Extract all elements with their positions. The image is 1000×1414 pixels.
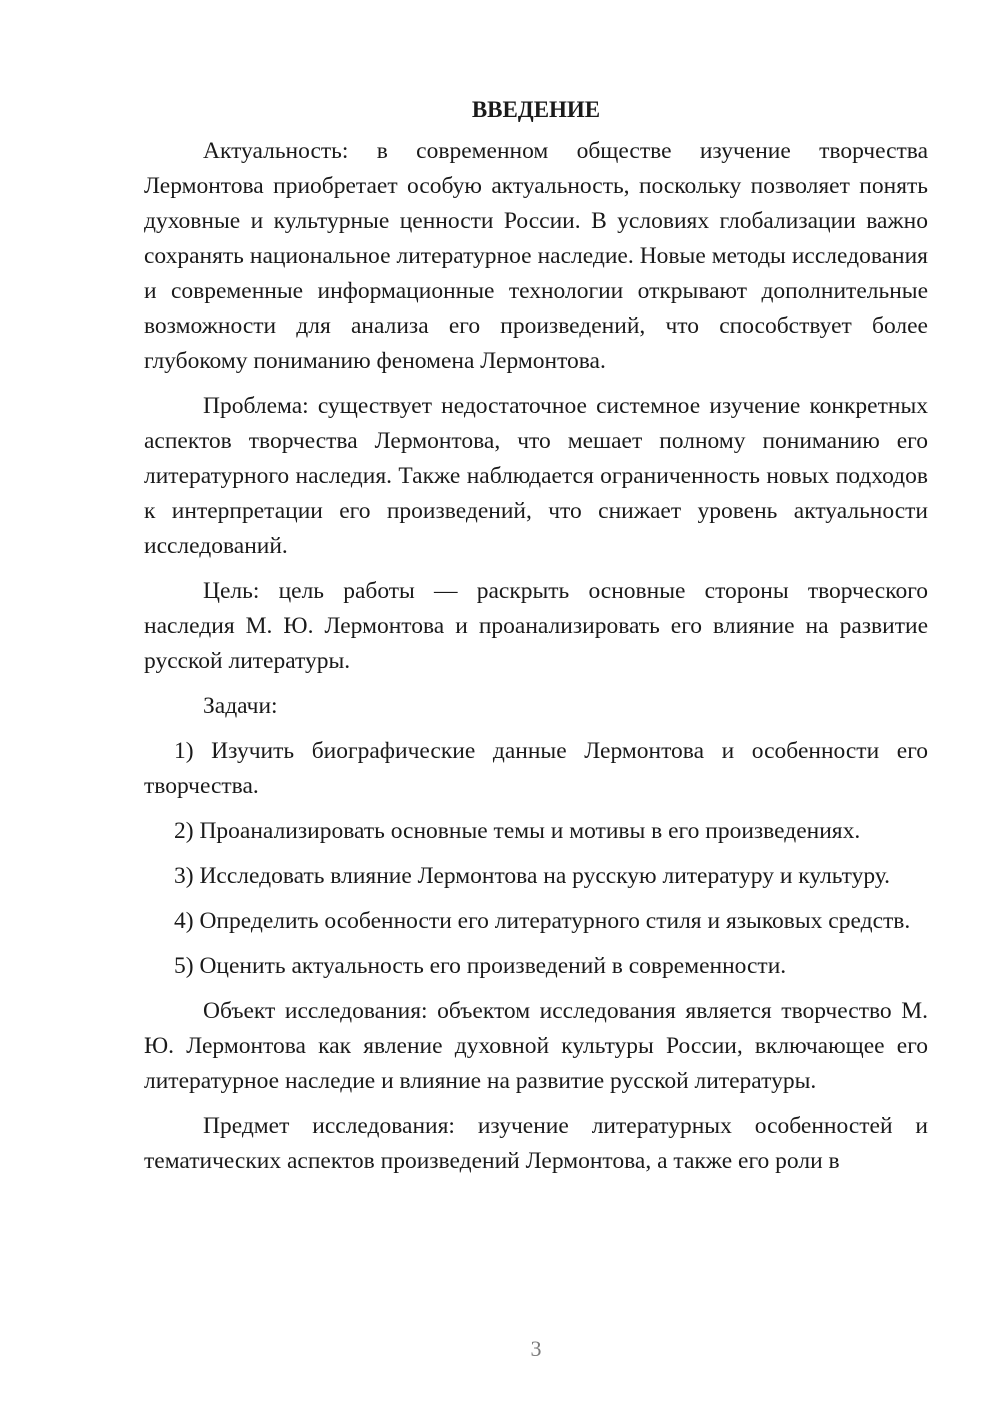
- paragraph-subject: Предмет исследования: изучение литературных особенностей и тематических аспектов произведений Лермонтова, а также его роли в: [144, 1113, 928, 1174]
- task-item-5: 5) Оценить актуальность его произведений в современности.: [174, 953, 787, 979]
- section-heading: ВВЕДЕНИЕ: [471, 97, 601, 122]
- task-item-1: 1) Изучить биографические данные Лермонтова и особенности его творчества.: [144, 738, 928, 799]
- tasks-label: Задачи:: [203, 693, 278, 719]
- task-item-4: 4) Определить особенности его литературного стиля и языковых средств.: [174, 908, 911, 934]
- task-item-3: 3) Исследовать влияние Лермонтова на русскую литературу и культуру.: [174, 863, 891, 889]
- paragraph-problem: Проблема: существует недостаточное системное изучение конкретных аспектов творчества Лермонтова, что мешает полному пониманию его литературного наследия. Также наблюдается ограниченность новых подходов к интерпретации его произведений, что снижает уровень актуальности исследований.: [144, 393, 928, 559]
- page-content: [144, 92, 928, 1189]
- page-number: 3: [530, 1336, 542, 1361]
- paragraph-object: Объект исследования: объектом исследования является творчество М. Ю. Лермонтова как явление духовной культуры России, включающее его литературное наследие и влияние на развитие русской литературы.: [144, 998, 928, 1094]
- paragraph-goal: Цель: цель работы — раскрыть основные стороны творческого наследия М. Ю. Лермонтова и проанализировать его влияние на развитие русской литературы.: [144, 578, 928, 674]
- task-item-2: 2) Проанализировать основные темы и мотивы в его произведениях.: [174, 818, 861, 844]
- paragraph-relevance: Актуальность: в современном обществе изучение творчества Лермонтова приобретает особую актуальность, поскольку позволяет понять духовные и культурные ценности России. В условиях глобализации важно сохранять национальное литературное наследие. Новые методы исследования и современные информационные технологии открывают дополнительные возможности для анализа его произведений, что способствует более глубокому пониманию феномена Лермонтова.: [144, 138, 928, 374]
